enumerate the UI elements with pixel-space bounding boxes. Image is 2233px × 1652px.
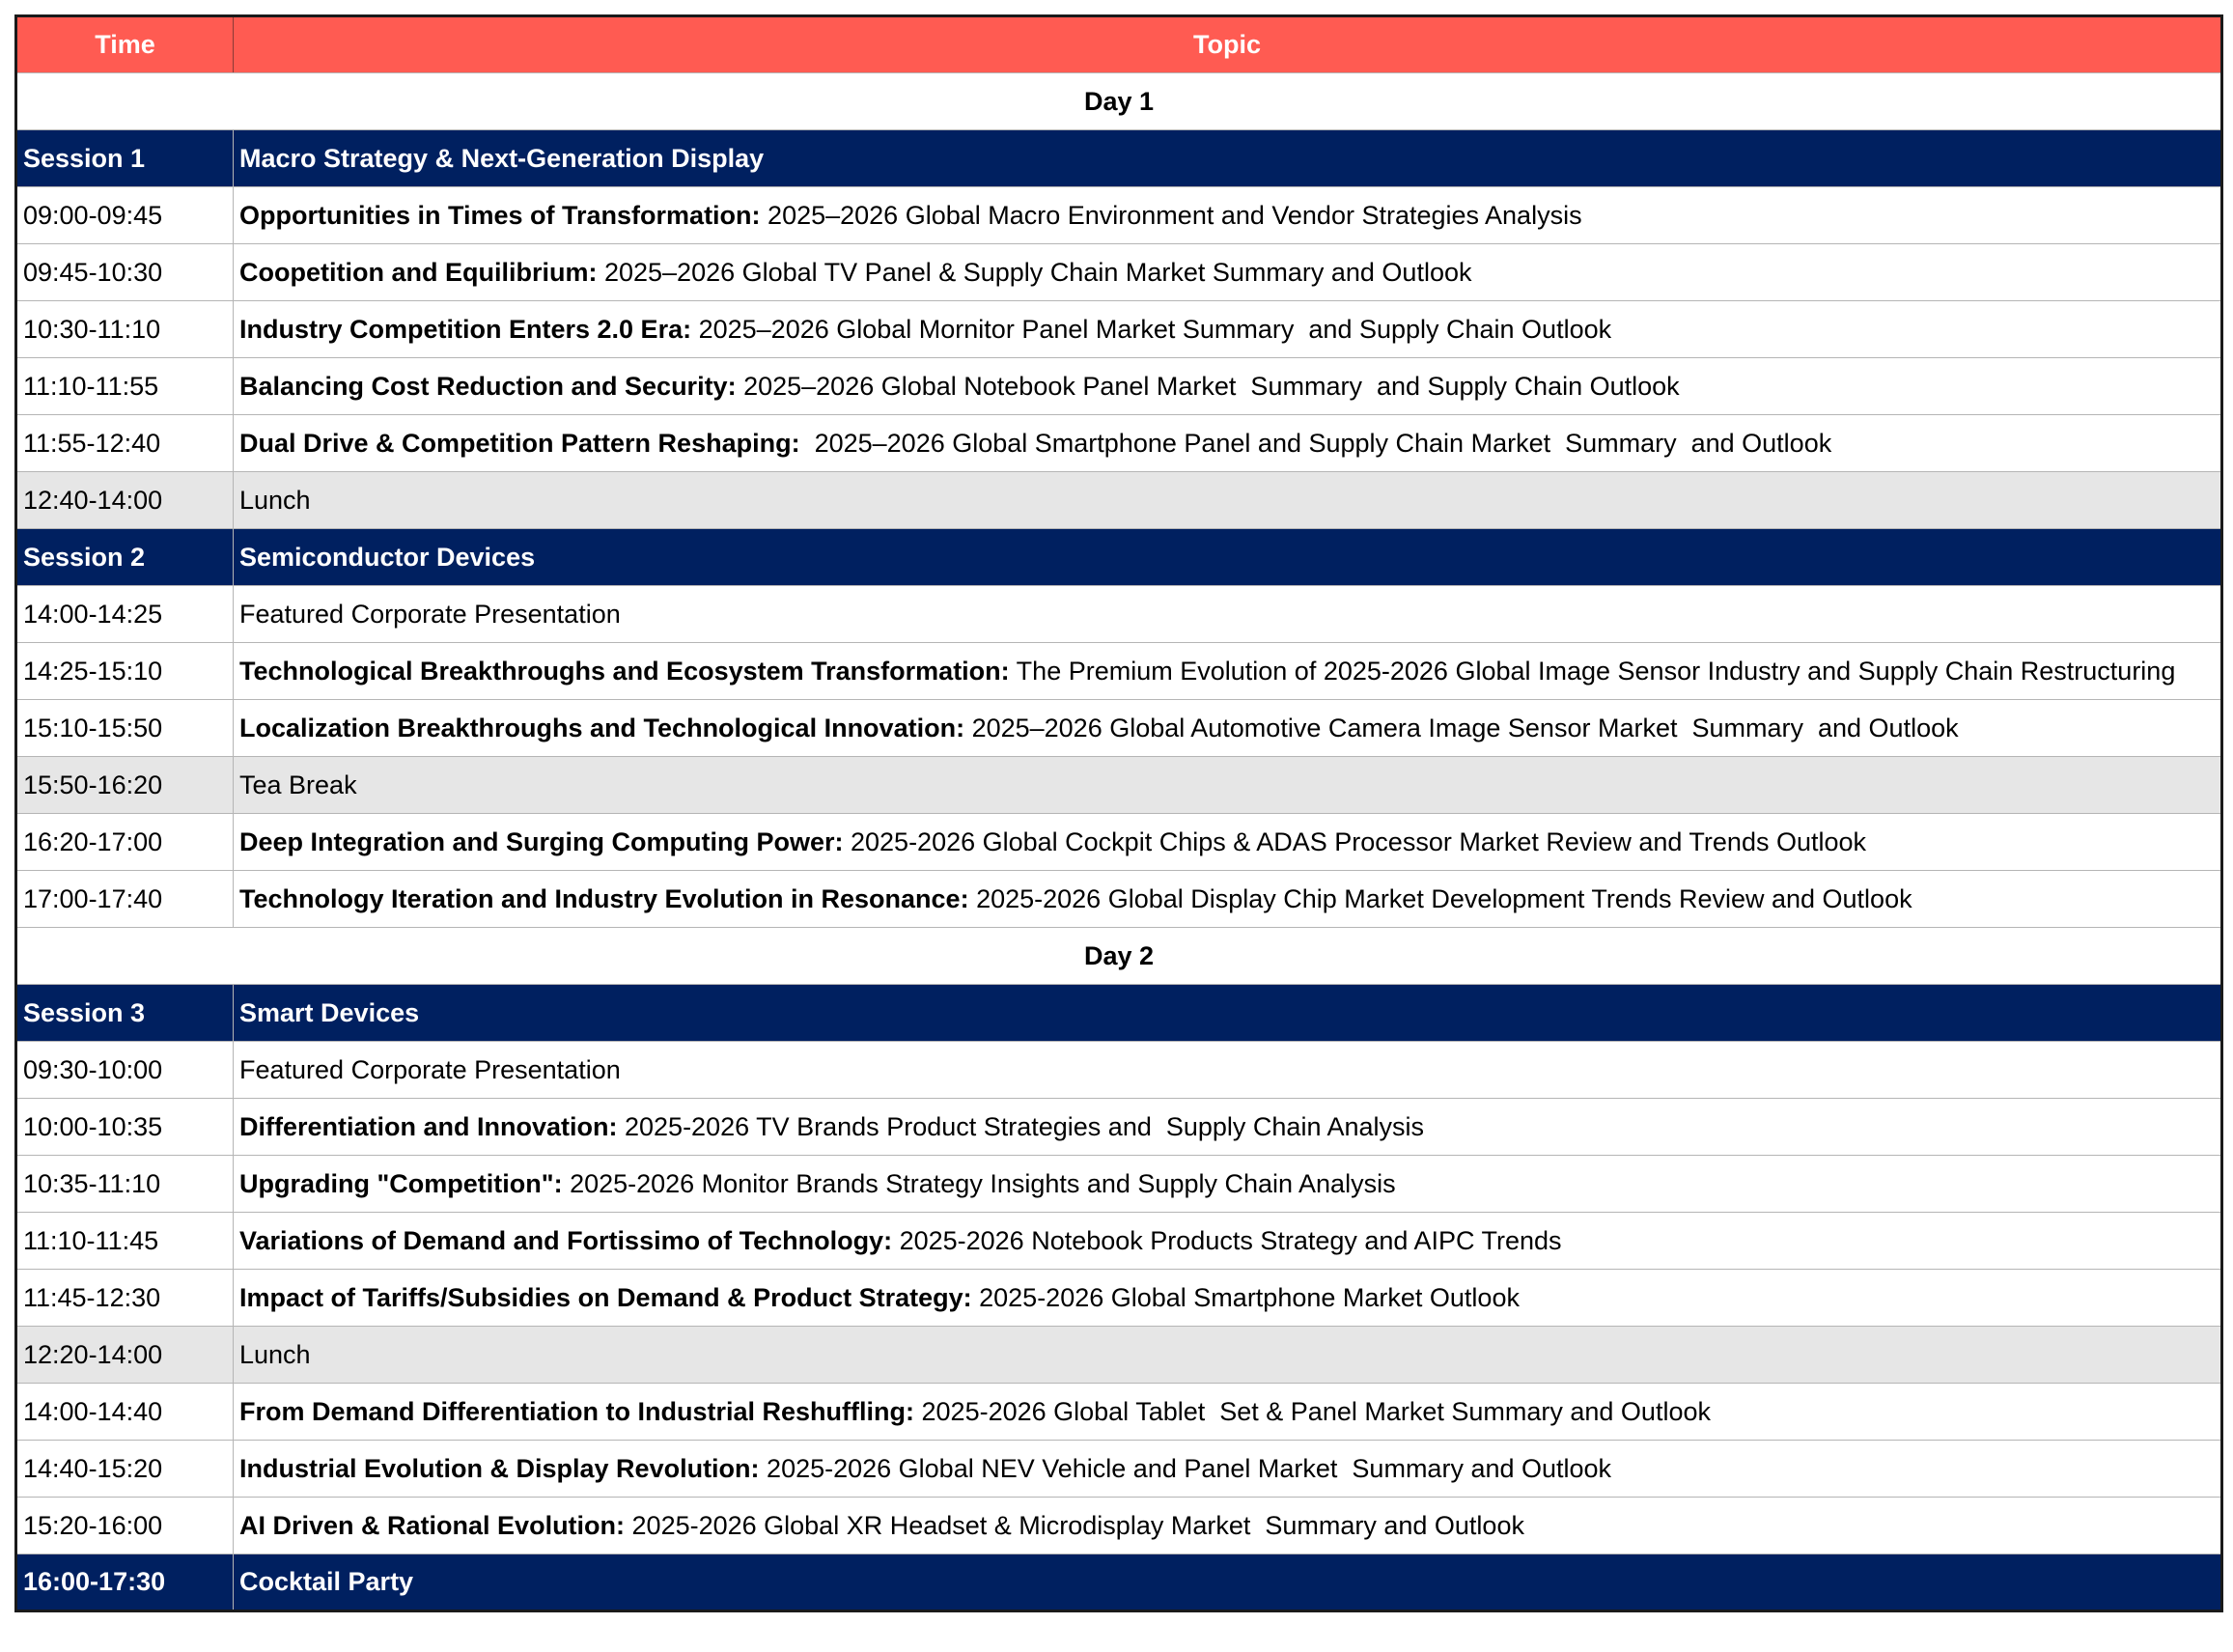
break-row <box>16 1327 2222 1384</box>
time-slot: 11:45-12:30 <box>16 1270 234 1327</box>
time-slot: 11:10-11:45 <box>16 1213 234 1270</box>
topic-description: The Premium Evolution of 2025-2026 Global Image Sensor Industry and Supply Chain Restructuring <box>1009 656 2176 686</box>
topic-title: Technology Iteration and Industry Evolution in Resonance: <box>239 883 969 913</box>
agenda-row <box>16 700 2222 757</box>
topic-description: Tea Break <box>239 770 357 799</box>
topic-cell <box>234 643 2222 700</box>
topic-cell <box>234 1156 2222 1213</box>
time-slot: 15:20-16:00 <box>16 1498 234 1554</box>
topic-title: Impact of Tariffs/Subsidies on Demand & Product Strategy: <box>239 1282 972 1312</box>
topic-cell <box>234 1213 2222 1270</box>
agenda-body <box>16 73 2222 1611</box>
time-slot: 09:45-10:30 <box>16 244 234 301</box>
topic-description: 2025-2026 Global Cockpit Chips & ADAS Processor Market Review and Trends Outlook <box>843 826 1867 856</box>
topic-description: 2025–2026 Global Mornitor Panel Market Summary and Supply Chain Outlook <box>691 314 1612 344</box>
session-row <box>16 985 2222 1042</box>
session-label: Session 1 <box>16 130 234 187</box>
topic-title: Deep Integration and Surging Computing Power: <box>239 826 844 856</box>
topic-title: Industry Competition Enters 2.0 Era: <box>239 314 692 344</box>
topic-description: Featured Corporate Presentation <box>239 599 621 629</box>
session-label: Session 2 <box>16 529 234 586</box>
time-slot: 12:40-14:00 <box>16 472 234 529</box>
agenda-row <box>16 187 2222 244</box>
session-title: Cocktail Party <box>234 1554 2222 1611</box>
agenda-row <box>16 358 2222 415</box>
topic-description: Lunch <box>239 1339 311 1369</box>
time-slot: 15:50-16:20 <box>16 757 234 814</box>
topic-cell <box>234 1099 2222 1156</box>
topic-title: Variations of Demand and Fortissimo of Technology: <box>239 1225 893 1255</box>
session-title: Macro Strategy & Next-Generation Display <box>234 130 2222 187</box>
session-row <box>16 130 2222 187</box>
topic-title: From Demand Differentiation to Industrial Reshuffling: <box>239 1396 915 1426</box>
topic-cell <box>234 1384 2222 1441</box>
agenda-row <box>16 871 2222 928</box>
agenda-row <box>16 643 2222 700</box>
topic-cell <box>234 415 2222 472</box>
agenda-table <box>14 14 2223 1612</box>
agenda-row <box>16 301 2222 358</box>
time-slot: 11:55-12:40 <box>16 415 234 472</box>
session-label: Session 3 <box>16 985 234 1042</box>
topic-cell <box>234 1042 2222 1099</box>
time-slot: 10:35-11:10 <box>16 1156 234 1213</box>
session-row <box>16 529 2222 586</box>
topic-title: Dual Drive & Competition Pattern Reshaping: <box>239 428 800 458</box>
time-column-header: Time <box>16 16 234 73</box>
day-header-row <box>16 928 2222 985</box>
topic-description: 2025-2026 Notebook Products Strategy and AIPC Trends <box>892 1225 1562 1255</box>
agenda-row <box>16 1441 2222 1498</box>
time-slot: 14:40-15:20 <box>16 1441 234 1498</box>
topic-description: 2025-2026 Global Smartphone Market Outlook <box>971 1282 1520 1312</box>
topic-cell <box>234 586 2222 643</box>
topic-title: Localization Breakthroughs and Technological Innovation: <box>239 713 965 742</box>
topic-cell <box>234 301 2222 358</box>
topic-description: 2025-2026 Global XR Headset & Microdisplay Market Summary and Outlook <box>625 1510 1524 1540</box>
agenda-row <box>16 1156 2222 1213</box>
topic-description: 2025–2026 Global Smartphone Panel and Supply Chain Market Summary and Outlook <box>799 428 1832 458</box>
agenda-row <box>16 1270 2222 1327</box>
time-slot: 16:20-17:00 <box>16 814 234 871</box>
agenda-row <box>16 1042 2222 1099</box>
day-label: Day 1 <box>16 73 2222 130</box>
time-slot: 15:10-15:50 <box>16 700 234 757</box>
time-slot: 09:30-10:00 <box>16 1042 234 1099</box>
topic-description: 2025-2026 Global Display Chip Market Development Trends Review and Outlook <box>968 883 1912 913</box>
topic-title: Opportunities in Times of Transformation: <box>239 200 761 230</box>
topic-title: Technological Breakthroughs and Ecosystem Transformation: <box>239 656 1010 686</box>
break-row <box>16 472 2222 529</box>
topic-description: 2025–2026 Global Notebook Panel Market Summary and Supply Chain Outlook <box>736 371 1680 401</box>
topic-description: 2025-2026 Global NEV Vehicle and Panel Market Summary and Outlook <box>759 1453 1612 1483</box>
topic-cell <box>234 1327 2222 1384</box>
topic-description: 2025–2026 Global Macro Environment and Vendor Strategies Analysis <box>760 200 1582 230</box>
time-slot: 14:25-15:10 <box>16 643 234 700</box>
topic-description: Featured Corporate Presentation <box>239 1054 621 1084</box>
topic-cell <box>234 1270 2222 1327</box>
topic-description: 2025-2026 Global Tablet Set & Panel Market Summary and Outlook <box>914 1396 1711 1426</box>
session-row <box>16 1554 2222 1611</box>
time-slot: 11:10-11:55 <box>16 358 234 415</box>
topic-cell <box>234 1441 2222 1498</box>
session-label: 16:00-17:30 <box>16 1554 234 1611</box>
time-slot: 14:00-14:25 <box>16 586 234 643</box>
agenda-row <box>16 1099 2222 1156</box>
topic-title: Upgrading "Competition": <box>239 1168 563 1198</box>
topic-description: 2025-2026 TV Brands Product Strategies and Supply Chain Analysis <box>617 1111 1425 1141</box>
agenda-row <box>16 1384 2222 1441</box>
agenda-row <box>16 1213 2222 1270</box>
agenda-row <box>16 814 2222 871</box>
day-label: Day 2 <box>16 928 2222 985</box>
day-header-row <box>16 73 2222 130</box>
topic-cell <box>234 757 2222 814</box>
time-slot: 12:20-14:00 <box>16 1327 234 1384</box>
time-slot: 17:00-17:40 <box>16 871 234 928</box>
topic-cell <box>234 871 2222 928</box>
break-row <box>16 757 2222 814</box>
topic-cell <box>234 1498 2222 1554</box>
time-slot: 09:00-09:45 <box>16 187 234 244</box>
topic-cell <box>234 358 2222 415</box>
topic-cell <box>234 244 2222 301</box>
topic-cell <box>234 187 2222 244</box>
topic-cell <box>234 472 2222 529</box>
topic-description: 2025–2026 Global Automotive Camera Image Sensor Market Summary and Outlook <box>964 713 1959 742</box>
topic-description: 2025-2026 Monitor Brands Strategy Insights and Supply Chain Analysis <box>562 1168 1396 1198</box>
topic-description: 2025–2026 Global TV Panel & Supply Chain Market Summary and Outlook <box>597 257 1472 287</box>
topic-title: Differentiation and Innovation: <box>239 1111 618 1141</box>
topic-cell <box>234 814 2222 871</box>
session-title: Smart Devices <box>234 985 2222 1042</box>
time-slot: 14:00-14:40 <box>16 1384 234 1441</box>
time-slot: 10:30-11:10 <box>16 301 234 358</box>
topic-cell <box>234 700 2222 757</box>
topic-title: Coopetition and Equilibrium: <box>239 257 598 287</box>
session-title: Semiconductor Devices <box>234 529 2222 586</box>
agenda-row <box>16 1498 2222 1554</box>
topic-title: Industrial Evolution & Display Revolution: <box>239 1453 760 1483</box>
topic-title: AI Driven & Rational Evolution: <box>239 1510 626 1540</box>
time-slot: 10:00-10:35 <box>16 1099 234 1156</box>
topic-title: Balancing Cost Reduction and Security: <box>239 371 737 401</box>
agenda-row <box>16 244 2222 301</box>
agenda-row <box>16 415 2222 472</box>
agenda-row <box>16 586 2222 643</box>
topic-column-header: Topic <box>234 16 2222 73</box>
topic-description: Lunch <box>239 485 311 515</box>
table-header-row <box>16 16 2222 73</box>
